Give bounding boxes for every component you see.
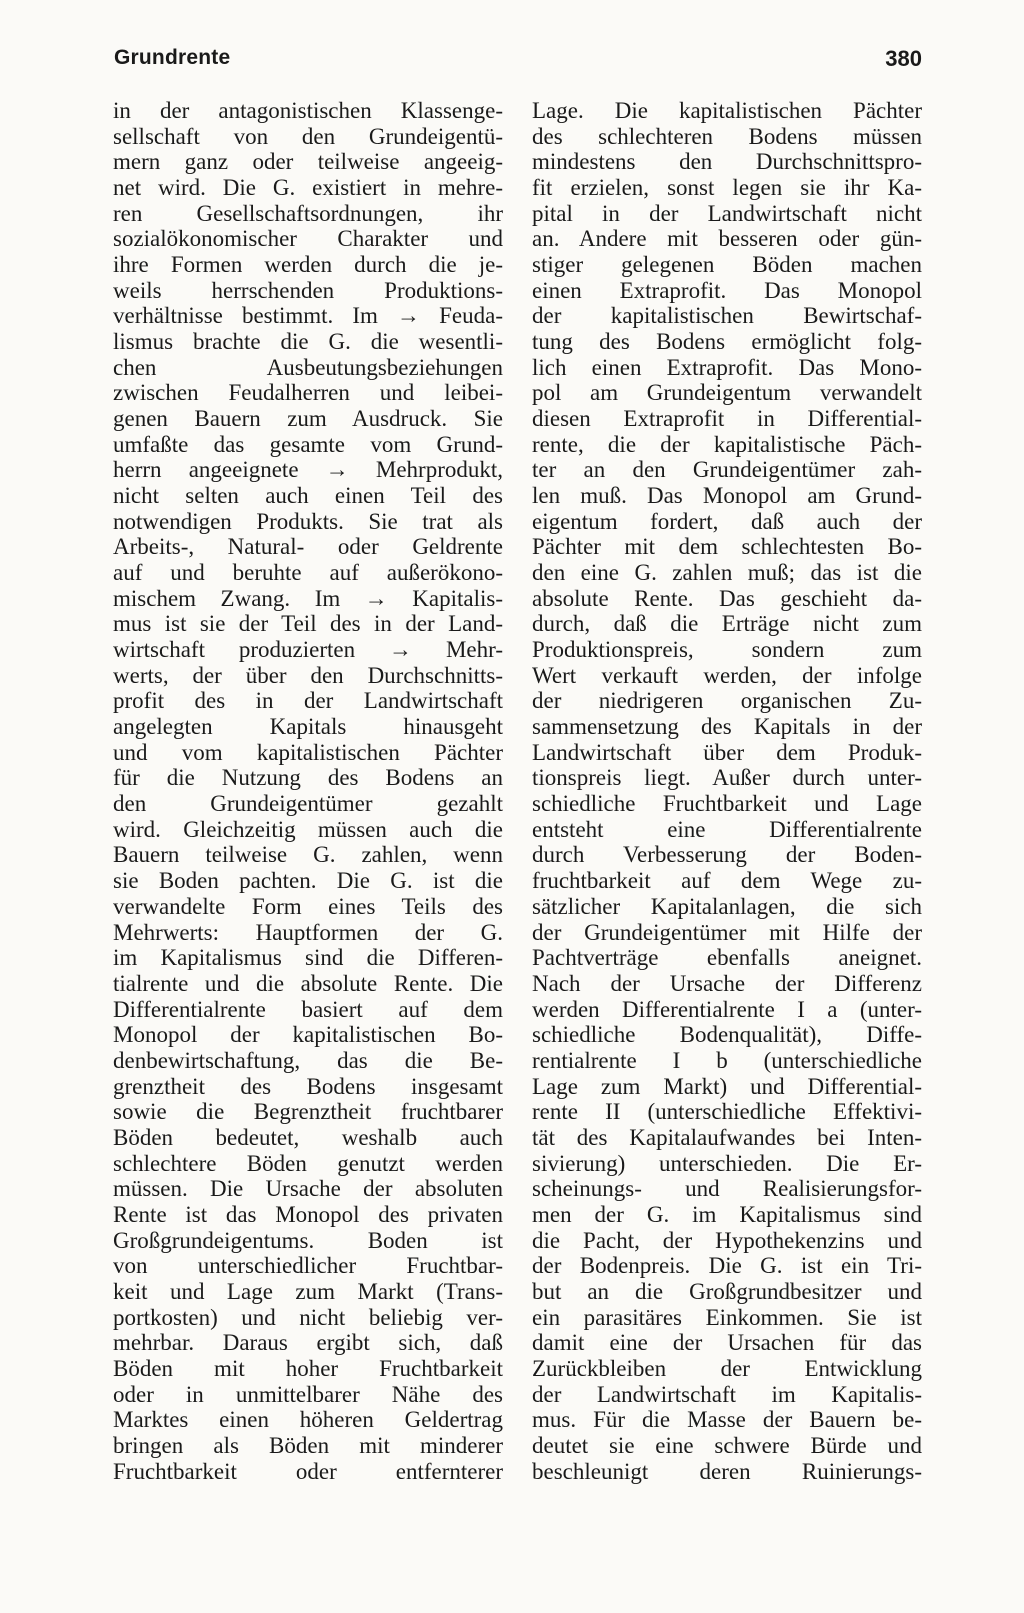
text-line: den eine G. zahlen muß; das ist die: [532, 560, 922, 586]
text-line: mus. Für die Masse der Bauern be-: [532, 1407, 922, 1433]
text-line: wird. Gleichzeitig müssen auch die: [113, 816, 503, 842]
text-line: in der antagonistischen Klassenge-: [113, 98, 503, 123]
text-line: stiger gelegenen Böden machen: [532, 252, 922, 278]
text-line: beschleunigt deren Ruinierungs-: [532, 1458, 922, 1484]
text-line: Rente ist das Monopol des privaten: [113, 1201, 503, 1227]
text-line: der niedrigeren organischen Zu-: [532, 688, 922, 714]
text-line: fit erzielen, sonst legen sie ihr Ka-: [532, 175, 922, 201]
text-line: Mehrwerts: Hauptformen der G.: [113, 919, 503, 945]
text-line: sowie die Begrenztheit fruchtbarer: [113, 1099, 503, 1125]
text-line: rente II (unterschiedliche Effektivi-: [532, 1099, 922, 1125]
text-line: sammensetzung des Kapitals in der: [532, 714, 922, 740]
text-line: fruchtbarkeit auf dem Wege zu-: [532, 868, 922, 894]
text-line: pol am Grundeigentum verwandelt: [532, 380, 922, 406]
text-line: Arbeits-, Natural- oder Geldrente: [113, 534, 503, 560]
text-line: zwischen Feudalherren und leibei-: [113, 380, 503, 406]
text-line: profit des in der Landwirtschaft: [113, 688, 503, 714]
text-line: tialrente und die absolute Rente. Die: [113, 970, 503, 996]
text-line: diesen Extraprofit in Differential-: [532, 406, 922, 432]
text-line: denbewirtschaftung, das die Be-: [113, 1047, 503, 1073]
text-line: Böden bedeutet, weshalb auch: [113, 1124, 503, 1150]
text-line: ihre Formen werden durch die je-: [113, 252, 503, 278]
text-line: verwandelte Form eines Teils des: [113, 893, 503, 919]
text-line: die Pacht, der Hypothekenzins und: [532, 1227, 922, 1253]
text-line: sätzlicher Kapitalanlagen, die sich: [532, 893, 922, 919]
text-line: für die Nutzung des Bodens an: [113, 765, 503, 791]
text-line: tung des Bodens ermöglicht folg-: [532, 329, 922, 355]
text-line: und vom kapitalistischen Pächter: [113, 739, 503, 765]
text-line: auf und beruhte auf außerökono-: [113, 560, 503, 586]
text-line: mischem Zwang. Im → Kapitalis-: [113, 585, 503, 611]
text-line: herrn angeeignete → Mehrprodukt,: [113, 457, 503, 483]
text-line: Nach der Ursache der Differenz: [532, 970, 922, 996]
text-line: mehrbar. Daraus ergibt sich, daß: [113, 1330, 503, 1356]
text-line: werts, der über den Durchschnitts-: [113, 662, 503, 688]
text-line: von unterschiedlicher Fruchtbar-: [113, 1253, 503, 1279]
text-line: men der G. im Kapitalismus sind: [532, 1201, 922, 1227]
text-line: Zurückbleiben der Entwicklung: [532, 1355, 922, 1381]
text-line: len muß. Das Monopol am Grund-: [532, 483, 922, 509]
text-line: notwendigen Produkts. Sie trat als: [113, 508, 503, 534]
text-line: Bauern teilweise G. zahlen, wenn: [113, 842, 503, 868]
text-line: umfaßte das gesamte vom Grund-: [113, 431, 503, 457]
text-line: Marktes einen höheren Geldertrag: [113, 1407, 503, 1433]
text-line: verhältnisse bestimmt. Im → Feuda-: [113, 303, 503, 329]
text-line: oder in unmittelbarer Nähe des: [113, 1381, 503, 1407]
text-line: but an die Großgrundbesitzer und: [532, 1278, 922, 1304]
text-line: nicht selten auch einen Teil des: [113, 483, 503, 509]
text-line: Lage. Die kapitalistischen Pächter: [532, 98, 922, 123]
text-line: chen Ausbeutungsbeziehungen: [113, 354, 503, 380]
text-line: Produktionspreis, sondern zum: [532, 637, 922, 663]
text-line: sozialökonomischer Charakter und: [113, 226, 503, 252]
text-line: Wert verkauft werden, der infolge: [532, 662, 922, 688]
text-line: lismus brachte die G. die wesentli-: [113, 329, 503, 355]
text-line: wirtschaft produzierten → Mehr-: [113, 637, 503, 663]
left-text-column: [113, 98, 503, 1484]
text-line: durch Verbesserung der Boden-: [532, 842, 922, 868]
text-line: damit eine der Ursachen für das: [532, 1330, 922, 1356]
text-line: mern ganz oder teilweise angeeig-: [113, 149, 503, 175]
text-line: der kapitalistischen Bewirtschaf-: [532, 303, 922, 329]
text-line: schlechtere Böden genutzt werden: [113, 1150, 503, 1176]
text-line: sivierung) unterschieden. Die Er-: [532, 1150, 922, 1176]
text-line: deutet sie eine schwere Bürde und: [532, 1432, 922, 1458]
text-line: genen Bauern zum Ausdruck. Sie: [113, 406, 503, 432]
text-line: schiedliche Bodenqualität), Diffe-: [532, 1022, 922, 1048]
text-line: grenztheit des Bodens insgesamt: [113, 1073, 503, 1099]
text-line: mindestens den Durchschnittspro-: [532, 149, 922, 175]
text-line: mus ist sie der Teil des in der Land-: [113, 611, 503, 637]
text-line: Landwirtschaft über dem Produk-: [532, 739, 922, 765]
text-line: Fruchtbarkeit oder entfernterer: [113, 1458, 503, 1484]
text-line: einen Extraprofit. Das Monopol: [532, 277, 922, 303]
text-line: net wird. Die G. existiert in mehre-: [113, 175, 503, 201]
text-line: Differentialrente basiert auf dem: [113, 996, 503, 1022]
text-line: pital in der Landwirtschaft nicht: [532, 200, 922, 226]
text-line: Lage zum Markt) und Differential-: [532, 1073, 922, 1099]
text-line: den Grundeigentümer gezahlt: [113, 791, 503, 817]
text-line: weils herrschenden Produktions-: [113, 277, 503, 303]
text-line: der Landwirtschaft im Kapitalis-: [532, 1381, 922, 1407]
text-line: sellschaft von den Grundeigentü-: [113, 123, 503, 149]
text-line: portkosten) und nicht beliebig ver-: [113, 1304, 503, 1330]
text-line: der Bodenpreis. Die G. ist ein Tri-: [532, 1253, 922, 1279]
text-line: entsteht eine Differentialrente: [532, 816, 922, 842]
text-line: lich einen Extraprofit. Das Mono-: [532, 354, 922, 380]
text-line: rentialrente I b (unterschiedliche: [532, 1047, 922, 1073]
text-line: ter an den Grundeigentümer zah-: [532, 457, 922, 483]
text-line: rente, die der kapitalistische Päch-: [532, 431, 922, 457]
text-line: angelegten Kapitals hinausgeht: [113, 714, 503, 740]
text-line: Pächter mit dem schlechtesten Bo-: [532, 534, 922, 560]
text-line: ein parasitäres Einkommen. Sie ist: [532, 1304, 922, 1330]
text-line: tät des Kapitalaufwandes bei Inten-: [532, 1124, 922, 1150]
page-number: 380: [885, 46, 922, 71]
text-line: schiedliche Fruchtbarkeit und Lage: [532, 791, 922, 817]
text-line: Großgrundeigentums. Boden ist: [113, 1227, 503, 1253]
text-line: sie Boden pachten. Die G. ist die: [113, 868, 503, 894]
text-line: im Kapitalismus sind die Differen-: [113, 945, 503, 971]
text-line: bringen als Böden mit minderer: [113, 1432, 503, 1458]
text-line: Böden mit hoher Fruchtbarkeit: [113, 1355, 503, 1381]
text-line: tionspreis liegt. Außer durch unter-: [532, 765, 922, 791]
text-line: durch, daß die Erträge nicht zum: [532, 611, 922, 637]
text-line: Pachtverträge ebenfalls aneignet.: [532, 945, 922, 971]
text-line: keit und Lage zum Markt (Trans-: [113, 1278, 503, 1304]
page-header: [114, 46, 922, 80]
text-line: Monopol der kapitalistischen Bo-: [113, 1022, 503, 1048]
text-line: werden Differentialrente I a (unter-: [532, 996, 922, 1022]
text-line: absolute Rente. Das geschieht da-: [532, 585, 922, 611]
right-text-column: [532, 98, 922, 1484]
text-line: der Grundeigentümer mit Hilfe der: [532, 919, 922, 945]
text-line: müssen. Die Ursache der absoluten: [113, 1176, 503, 1202]
running-headword: Grundrente: [114, 46, 231, 69]
text-line: an. Andere mit besseren oder gün-: [532, 226, 922, 252]
text-line: scheinungs- und Realisierungsfor-: [532, 1176, 922, 1202]
text-line: des schlechteren Bodens müssen: [532, 123, 922, 149]
text-line: ren Gesellschaftsordnungen, ihr: [113, 200, 503, 226]
text-line: eigentum fordert, daß auch der: [532, 508, 922, 534]
